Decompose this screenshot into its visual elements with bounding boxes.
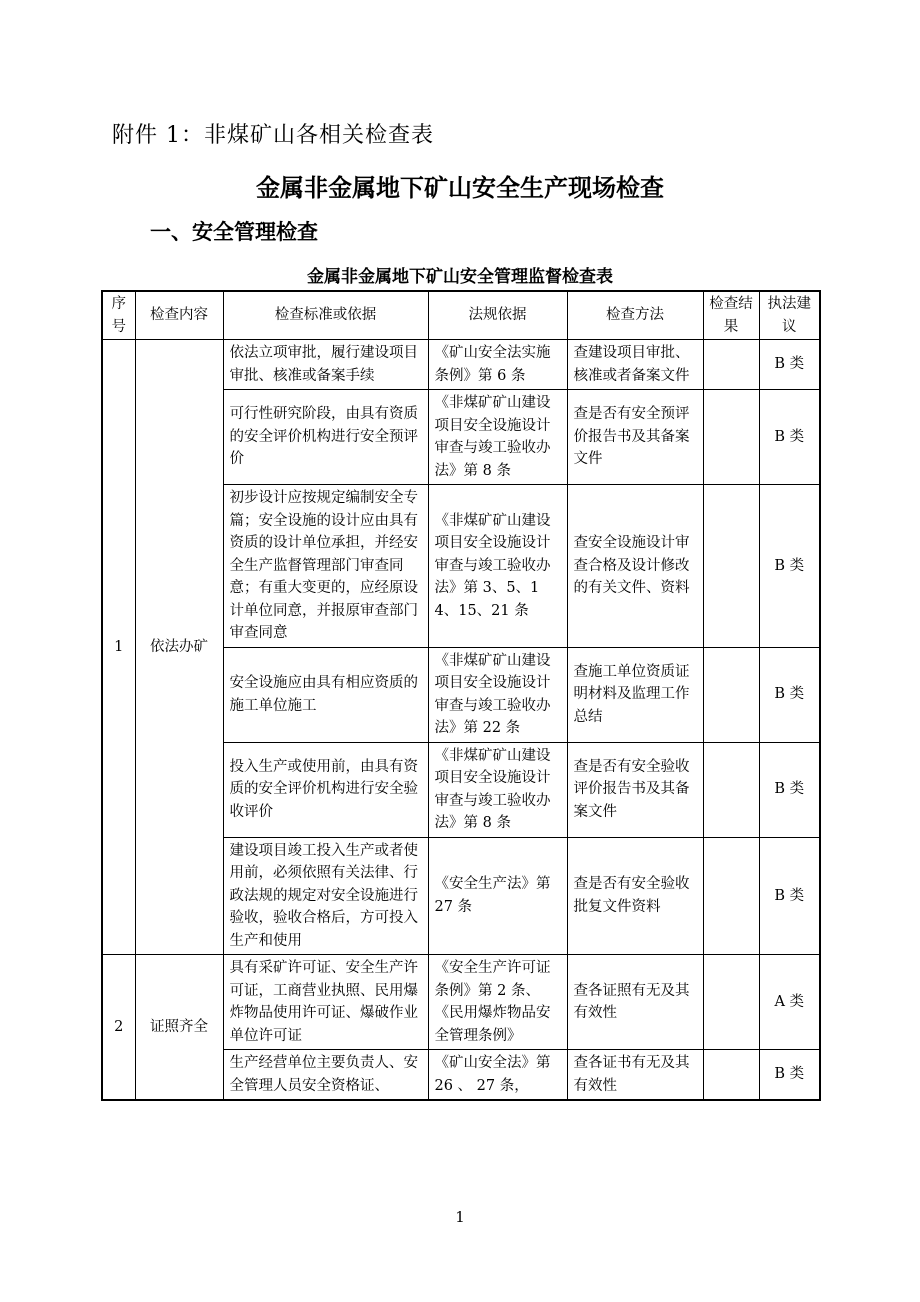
main-title: 金属非金属地下矿山安全生产现场检查	[256, 174, 664, 202]
standard-cell: 投入生产或使用前，由具有资质的安全评价机构进行安全验收评价	[223, 742, 428, 837]
advice-cell: B 类	[759, 742, 820, 837]
method-cell: 查建设项目审批、核准或者备案文件	[567, 340, 703, 390]
header-result: 检查结果	[703, 291, 759, 340]
table-title: 金属非金属地下矿山安全管理监督检查表	[307, 267, 613, 287]
method-cell: 查安全设施设计审查合格及设计修改的有关文件、资料	[567, 485, 703, 648]
table-row	[102, 955, 820, 1050]
table-header-row	[102, 291, 820, 340]
advice-cell: A 类	[759, 955, 820, 1050]
law-cell: 《安全生产法》第 27 条	[428, 837, 567, 955]
advice-cell: B 类	[759, 647, 820, 742]
table-row	[102, 340, 820, 390]
method-cell: 查是否有安全验收批复文件资料	[567, 837, 703, 955]
law-cell: 《非煤矿矿山建设项目安全设施设计审查与竣工验收办法》第 8 条	[428, 742, 567, 837]
header-law: 法规依据	[428, 291, 567, 340]
advice-cell: B 类	[759, 485, 820, 648]
law-cell: 《非煤矿矿山建设项目安全设施设计审查与竣工验收办法》第 3、5、14、15、21 条	[428, 485, 567, 648]
advice-cell: B 类	[759, 340, 820, 390]
header-method: 检查方法	[567, 291, 703, 340]
standard-cell: 依法立项审批，履行建设项目审批、核准或备案手续	[223, 340, 428, 390]
law-cell: 《非煤矿矿山建设项目安全设施设计审查与竣工验收办法》第 22 条	[428, 647, 567, 742]
standard-cell: 建设项目竣工投入生产或者使用前，必须依照有关法律、行政法规的规定对安全设施进行验收，验收合格后，方可投入生产和使用	[223, 837, 428, 955]
result-cell[interactable]	[703, 485, 759, 648]
advice-cell: B 类	[759, 1050, 820, 1101]
standard-cell: 可行性研究阶段，由具有资质的安全评价机构进行安全预评价	[223, 390, 428, 485]
result-cell[interactable]	[703, 837, 759, 955]
result-cell[interactable]	[703, 955, 759, 1050]
header-advice: 执法建议	[759, 291, 820, 340]
method-cell: 查是否有安全验收评价报告书及其备案文件	[567, 742, 703, 837]
result-cell[interactable]	[703, 647, 759, 742]
header-standard: 检查标准或依据	[223, 291, 428, 340]
group-content-cell: 依法办矿	[135, 340, 223, 955]
table-body	[102, 340, 820, 1101]
group-no-cell: 1	[102, 340, 135, 955]
advice-cell: B 类	[759, 390, 820, 485]
method-cell: 查是否有安全预评价报告书及其备案文件	[567, 390, 703, 485]
page-number: 1	[455, 1208, 465, 1226]
law-cell: 《非煤矿矿山建设项目安全设施设计审查与竣工验收办法》第 8 条	[428, 390, 567, 485]
law-cell: 《矿山安全法》第 26 、 27 条，	[428, 1050, 567, 1101]
law-cell: 《安全生产许可证条例》第 2 条、《民用爆炸物品安全管理条例》	[428, 955, 567, 1050]
result-cell[interactable]	[703, 390, 759, 485]
attachment-title: 附件 1：非煤矿山各相关检查表	[112, 123, 434, 148]
result-cell[interactable]	[703, 340, 759, 390]
result-cell[interactable]	[703, 742, 759, 837]
group-no-cell: 2	[102, 955, 135, 1101]
advice-cell: B 类	[759, 837, 820, 955]
header-no: 序号	[102, 291, 135, 340]
standard-cell: 初步设计应按规定编制安全专篇；安全设施的设计应由具有资质的设计单位承担，并经安全生产监督管理部门审查同意；有重大变更的，应经原设计单位同意，并报原审查部门审查同意	[223, 485, 428, 648]
standard-cell: 具有采矿许可证、安全生产许可证，工商营业执照、民用爆炸物品使用许可证、爆破作业单位许可证	[223, 955, 428, 1050]
inspection-table	[101, 290, 821, 1101]
group-content-cell: 证照齐全	[135, 955, 223, 1101]
section-heading: 一、安全管理检查	[150, 220, 318, 244]
law-cell: 《矿山安全法实施条例》第 6 条	[428, 340, 567, 390]
header-content: 检查内容	[135, 291, 223, 340]
standard-cell: 安全设施应由具有相应资质的施工单位施工	[223, 647, 428, 742]
standard-cell: 生产经营单位主要负责人、安全管理人员安全资格证、	[223, 1050, 428, 1101]
method-cell: 查各证照有无及其有效性	[567, 955, 703, 1050]
result-cell[interactable]	[703, 1050, 759, 1101]
method-cell: 查施工单位资质证明材料及监理工作总结	[567, 647, 703, 742]
method-cell: 查各证书有无及其有效性	[567, 1050, 703, 1101]
